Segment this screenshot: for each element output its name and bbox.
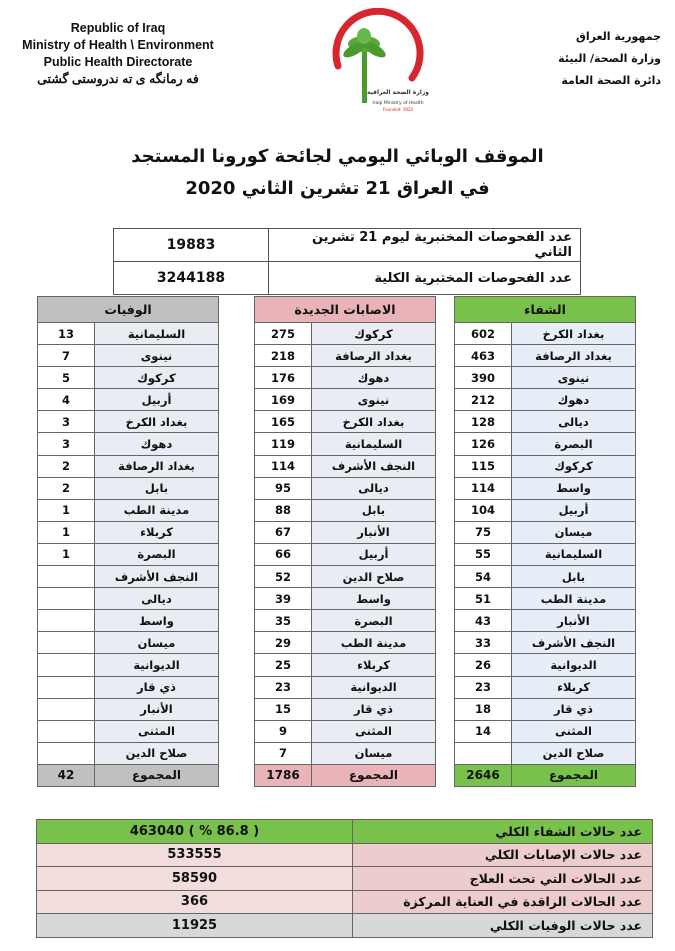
province-value: 165 [255,411,312,433]
province-value [38,742,95,764]
summary-table [36,819,653,938]
province-value: 13 [38,323,95,345]
province-name: المثنى [512,720,636,742]
province-value: 114 [255,455,312,477]
province-name: بابل [95,477,219,499]
province-name: الديوانية [312,676,436,698]
province-value: 126 [455,433,512,455]
province-value: 67 [255,521,312,543]
province-name: مدينة الطب [95,499,219,521]
total-tests-label: عدد الفحوصات المختبرية الكلية [269,262,581,295]
summary-value: 58590 [37,867,353,891]
province-name: بغداد الرصافة [312,345,436,367]
table-row [38,610,219,632]
recoveries-header: الشفاء [455,297,636,323]
table-row [114,229,581,262]
province-name: ذي قار [512,698,636,720]
province-name: البصرة [95,543,219,565]
table-row [255,543,436,565]
table-row [455,499,636,521]
province-name: الأنبار [312,521,436,543]
province-name: بغداد الرصافة [95,455,219,477]
province-value [38,632,95,654]
province-value: 51 [455,588,512,610]
province-name: ميسان [512,521,636,543]
province-name: نينوى [312,389,436,411]
table-row [255,566,436,588]
table-row [455,323,636,345]
province-name: كركوك [312,323,436,345]
header-arabic [511,26,661,92]
table-row [38,323,219,345]
province-name: كركوك [512,455,636,477]
province-value: 9 [255,720,312,742]
province-name: كربلاء [312,654,436,676]
table-row [38,588,219,610]
table-row [455,610,636,632]
province-name: الأنبار [95,698,219,720]
daily-tests-label: عدد الفحوصات المختبرية ليوم 21 تشرين الثاني [269,229,581,262]
province-name: واسط [95,610,219,632]
province-value: 169 [255,389,312,411]
summary-row [37,914,653,938]
province-name: مدينة الطب [312,632,436,654]
table-row [255,654,436,676]
tests-table [113,228,581,295]
table-row [38,742,219,764]
province-name: صلاح الدين [312,566,436,588]
province-value: 275 [255,323,312,345]
province-value: 7 [38,345,95,367]
province-name: بابل [312,499,436,521]
province-name: واسط [312,588,436,610]
province-name: أربيل [512,499,636,521]
province-name: المثنى [312,720,436,742]
table-row [38,566,219,588]
province-name: السليمانية [312,433,436,455]
table-row [38,632,219,654]
table-row [255,477,436,499]
province-value: 15 [255,698,312,720]
province-name: السليمانية [512,543,636,565]
province-name: السليمانية [95,323,219,345]
deaths-header: الوفيات [38,297,219,323]
province-value [38,610,95,632]
header-line: Ministry of Health \ Environment [22,38,214,52]
province-name: بغداد الكرخ [512,323,636,345]
province-name: دهوك [512,389,636,411]
table-row [455,345,636,367]
province-name: بغداد الرصافة [512,345,636,367]
header-line: دائرة الصحة العامة [561,74,661,87]
total-value: 2646 [455,764,512,786]
table-row [255,345,436,367]
summary-row [37,890,653,914]
table-row [38,389,219,411]
table-row [455,566,636,588]
recoveries-total-row [455,764,636,786]
table-row [455,521,636,543]
summary-value: 366 [37,890,353,914]
province-value: 35 [255,610,312,632]
province-name: النجف الأشرف [95,566,219,588]
summary-row [37,867,653,891]
province-value: 176 [255,367,312,389]
table-row [38,433,219,455]
new-cases-header: الاصابات الجديدة [255,297,436,323]
province-name: ذي قار [312,698,436,720]
table-row [255,323,436,345]
table-row [455,676,636,698]
table-row [255,411,436,433]
table-row [255,521,436,543]
table-row [455,455,636,477]
table-row [38,543,219,565]
table-row [455,389,636,411]
province-value: 75 [455,521,512,543]
table-row [255,389,436,411]
page-subtitle: في العراق 21 تشرين الثاني 2020 [185,178,490,199]
table-row [255,676,436,698]
province-value: 2 [38,477,95,499]
new-cases-table [254,296,436,787]
table-row [455,742,636,764]
province-name: النجف الأشرف [512,632,636,654]
province-name: ديالى [95,588,219,610]
province-value: 52 [255,566,312,588]
table-row [455,433,636,455]
province-value: 66 [255,543,312,565]
table-row [255,610,436,632]
province-value: 54 [455,566,512,588]
province-value [38,676,95,698]
table-row [455,632,636,654]
province-value [455,742,512,764]
deaths-total-row [38,764,219,786]
new-cases-body [255,323,436,765]
table-row [455,588,636,610]
province-value: 4 [38,389,95,411]
table-row [255,632,436,654]
summary-row [37,843,653,867]
province-name: دهوك [95,433,219,455]
table-row [38,720,219,742]
table-row [38,345,219,367]
province-name: ذي قار [95,676,219,698]
table-row [455,367,636,389]
province-value: 212 [455,389,512,411]
province-name: صلاح الدين [95,742,219,764]
summary-value: 11925 [37,914,353,938]
table-row [38,676,219,698]
province-value: 33 [455,632,512,654]
recoveries-body [455,323,636,765]
table-row [38,455,219,477]
table-row [38,654,219,676]
province-name: بغداد الكرخ [95,411,219,433]
total-value: 1786 [255,764,312,786]
total-tests-value: 3244188 [114,262,269,295]
province-value: 14 [455,720,512,742]
header-line: وزارة الصحة/ البيئة [558,52,661,65]
province-name: دهوك [312,367,436,389]
province-name: بابل [512,566,636,588]
province-value: 39 [255,588,312,610]
province-name: البصرة [312,610,436,632]
province-value [38,566,95,588]
province-name: ديالى [512,411,636,433]
header-line: جمهورية العراق [576,30,661,43]
recoveries-table [454,296,636,787]
province-name: أربيل [95,389,219,411]
table-row [255,433,436,455]
ministry-logo [300,8,430,118]
table-row [255,499,436,521]
province-name: الديوانية [512,654,636,676]
total-label: المجموع [95,764,219,786]
header-line: فه رمانگه ی ته ندروستی گشتی [37,72,199,86]
province-value: 602 [455,323,512,345]
province-value: 463 [455,345,512,367]
province-value: 3 [38,411,95,433]
province-name: نينوى [512,367,636,389]
province-value: 29 [255,632,312,654]
new-cases-total-row [255,764,436,786]
province-name: البصرة [512,433,636,455]
province-value: 3 [38,433,95,455]
province-value: 1 [38,543,95,565]
summary-row [37,820,653,844]
province-value: 55 [455,543,512,565]
province-value: 23 [255,676,312,698]
province-name: أربيل [312,543,436,565]
table-row [455,654,636,676]
province-value: 43 [455,610,512,632]
province-value: 95 [255,477,312,499]
table-row [455,543,636,565]
province-value: 2 [38,455,95,477]
summary-label: عدد الحالات الراقدة في العناية المركزة [353,890,653,914]
table-row [455,477,636,499]
province-value [38,698,95,720]
svg-text:وزارة الصحة العراقية: وزارة الصحة العراقية [366,89,430,96]
total-value: 42 [38,764,95,786]
province-value: 114 [455,477,512,499]
province-name: بغداد الكرخ [312,411,436,433]
table-row [255,742,436,764]
table-row [38,698,219,720]
province-name: كركوك [95,367,219,389]
province-value: 88 [255,499,312,521]
table-row [38,477,219,499]
province-value: 128 [455,411,512,433]
province-value: 104 [455,499,512,521]
province-value: 7 [255,742,312,764]
summary-label: عدد الحالات التي تحت العلاج [353,867,653,891]
table-row [255,455,436,477]
summary-value: 533555 [37,843,353,867]
province-name: كربلاء [95,521,219,543]
province-name: النجف الأشرف [312,455,436,477]
province-value: 1 [38,521,95,543]
table-row [455,411,636,433]
province-value: 26 [455,654,512,676]
summary-label: عدد حالات الوفيات الكلي [353,914,653,938]
deaths-body [38,323,219,765]
total-label: المجموع [312,764,436,786]
table-row [255,720,436,742]
province-name: الأنبار [512,610,636,632]
province-value: 5 [38,367,95,389]
province-value: 115 [455,455,512,477]
province-value: 23 [455,676,512,698]
summary-value: ( 86.8 % ) 463040 [37,820,353,844]
province-value [38,654,95,676]
header-line: Public Health Directorate [43,55,193,69]
daily-tests-value: 19883 [114,229,269,262]
page-title: الموقف الوبائي اليومي لجائحة كورونا المستجد [131,146,544,167]
province-value [38,720,95,742]
province-name: الديوانية [95,654,219,676]
header-english [8,20,228,88]
province-name: واسط [512,477,636,499]
table-row [455,698,636,720]
summary-label: عدد حالات الإصابات الكلي [353,843,653,867]
province-name: كربلاء [512,676,636,698]
province-name: نينوى [95,345,219,367]
table-row [255,588,436,610]
deaths-table [37,296,219,787]
summary-body [37,820,653,938]
province-name: ميسان [95,632,219,654]
svg-text:Founded: 1920: Founded: 1920 [382,107,414,112]
table-row [38,367,219,389]
province-value: 218 [255,345,312,367]
table-row [38,411,219,433]
table-row [38,521,219,543]
province-value: 25 [255,654,312,676]
province-name: المثنى [95,720,219,742]
table-row [255,367,436,389]
table-row [38,499,219,521]
svg-text:Iraqi Ministry of Health: Iraqi Ministry of Health [372,101,424,106]
table-row [455,720,636,742]
total-label: المجموع [512,764,636,786]
summary-label: عدد حالات الشفاء الكلي [353,820,653,844]
province-name: ميسان [312,742,436,764]
province-value: 1 [38,499,95,521]
header-line: Republic of Iraq [70,21,166,35]
province-name: مدينة الطب [512,588,636,610]
province-name: صلاح الدين [512,742,636,764]
table-row [114,262,581,295]
province-value: 18 [455,698,512,720]
province-value [38,588,95,610]
province-name: ديالى [312,477,436,499]
table-row [255,698,436,720]
province-value: 119 [255,433,312,455]
province-value: 390 [455,367,512,389]
